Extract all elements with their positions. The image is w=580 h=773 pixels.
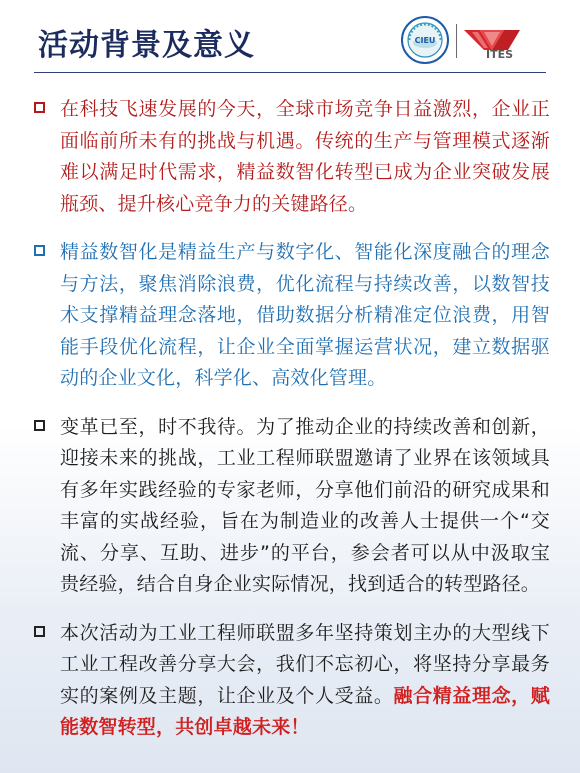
paragraph-background: [30, 94, 550, 220]
square-bullet-icon: [34, 626, 45, 637]
paragraph-definition: [30, 237, 550, 395]
square-bullet-icon: [34, 245, 45, 256]
ites-brand-text: ITES: [486, 48, 514, 61]
paragraph-event: [30, 618, 550, 744]
paragraph-text: [60, 618, 550, 744]
paragraph-text: 在科技飞速发展的今天，全球市场竞争日益激烈，企业正面临前所未有的挑战与机遇。传统的生产与管理模式逐渐难以满足时代需求，精益数智化转型已成为企业突破发展瓶颈、提升核心竞争力的关键路径。: [60, 98, 550, 215]
header: [0, 0, 580, 75]
paragraph-purpose: [30, 412, 550, 601]
highlight-slogan: 融合精益理念，赋能数智转型，共创卓越未来！: [60, 684, 550, 738]
logo-divider: [456, 24, 457, 58]
title-underline: [34, 72, 546, 73]
square-bullet-icon: [34, 420, 45, 431]
page-title: 活动背景及意义: [38, 28, 255, 63]
cieu-seal-logo: [401, 16, 449, 64]
square-bullet-icon: [34, 102, 45, 113]
ites-logo: [462, 18, 542, 68]
paragraph-body: 本次活动为工业工程师联盟多年坚持策划主办的大型线下工业工程改善分享大会，我们不忘初心，将坚持分享最务实的案例及主题，让企业及个人受益。: [60, 621, 550, 707]
paragraph-text: 变革已至，时不我待。为了推动企业的持续改善和创新，迎接未来的挑战，工业工程师联盟邀请了业界在该领域具有多年实践经验的专家老师，分享他们前沿的研究成果和丰富的实战经验，旨在为制造业的改善人士提供一个“交流、分享、互助、进步”的平台，参会者可以从中汲取宝贵经验，结合自身企业实际情况，找到适合的转型路径。: [60, 415, 550, 595]
cieu-seal-text: CIEU: [414, 36, 436, 45]
paragraph-text: 精益数智化是精益生产与数字化、智能化深度融合的理念与方法，聚焦消除浪费，优化流程与持续改善，以数智技术支撑精益理念落地，借助数据分析精准定位浪费，用智能手段优化流程，让企业全面掌握运营状况，建立数据驱动的企业文化，科学化、高效化管理。: [60, 241, 550, 389]
content: [30, 94, 550, 761]
